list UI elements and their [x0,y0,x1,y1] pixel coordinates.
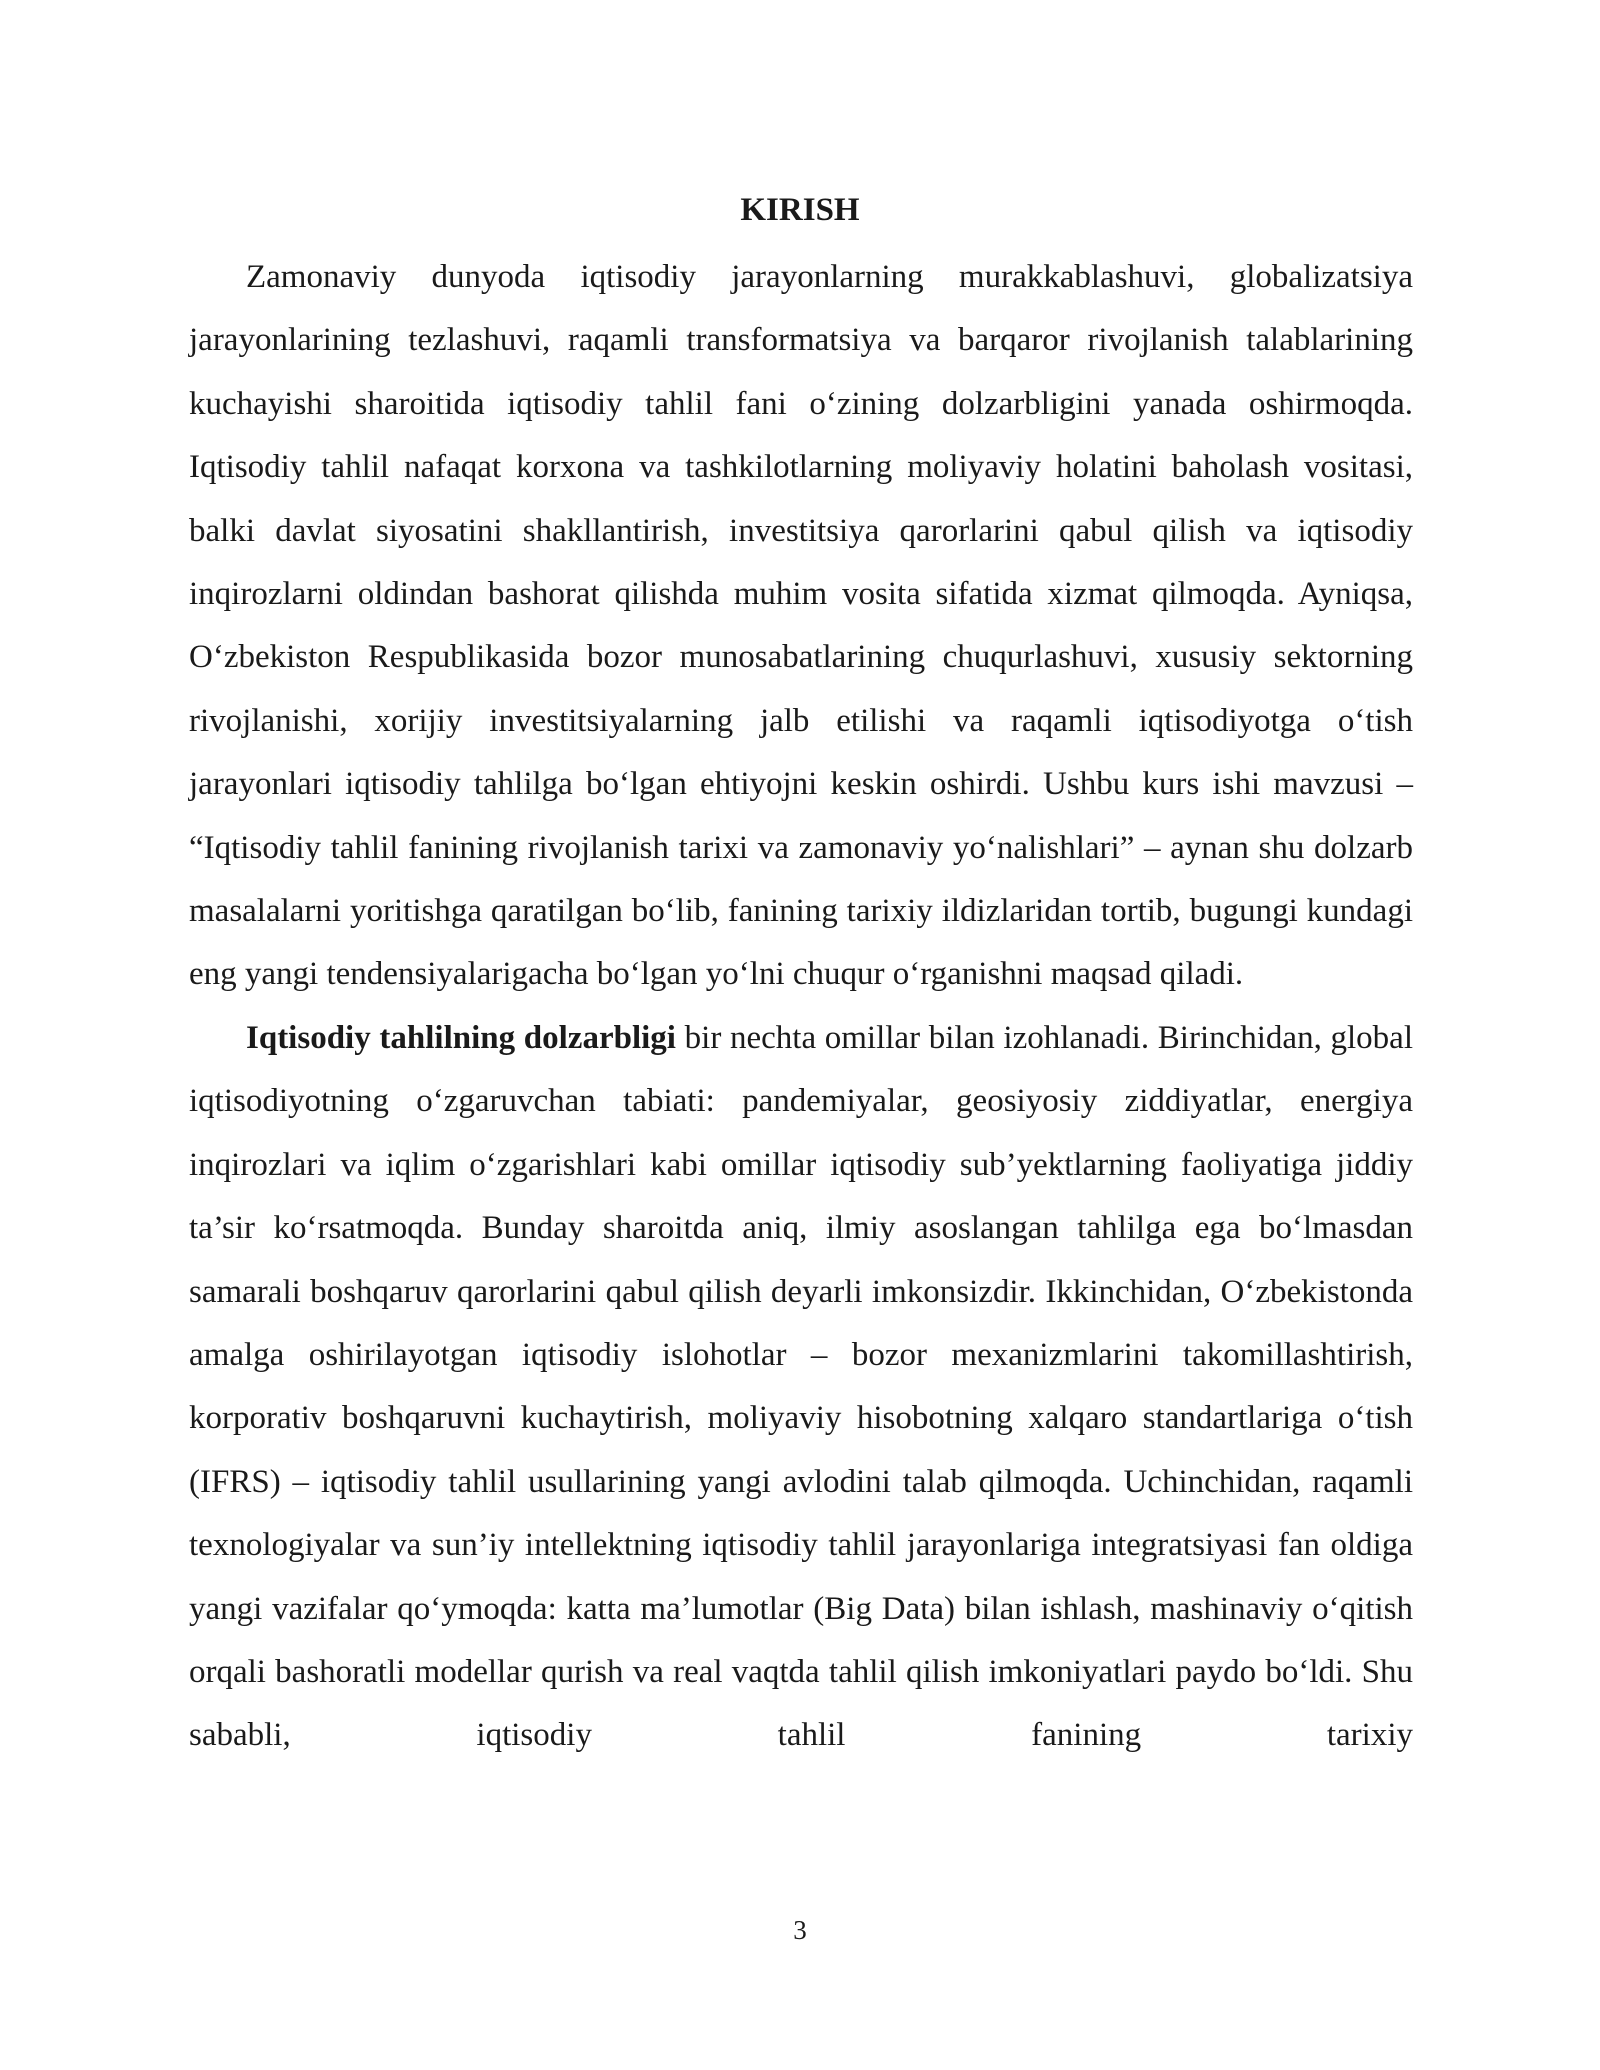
paragraph-relevance-text: bir nechta omillar bilan izohlanadi. Birinchidan, global iqtisodiyotning o‘zgaruvchan tabiati: pandemiyalar, geosiyosiy ziddiyatlar, energiya inqirozlari va iqlim o‘zgarishlari kabi omillar iqtisodiy sub’yektlarning faoliyatiga jiddiy ta’sir ko‘rsatmoqda. Bunday sharoitda aniq, ilmiy asoslangan tahlilga ega bo‘lmasdan samarali boshqaruv qarorlarini qabul qilish deyarli imkonsizdir. Ikkinchidan, O‘zbekistonda amalga oshirilayotgan iqtisodiy islohotlar – bozor mexanizmlarini takomillashtirish, korporativ boshqaruvni kuchaytirish, moliyaviy hisobotning xalqaro standartlariga o‘tish (IFRS) – iqtisodiy tahlil usullarining yangi avlodini talab qilmoqda. Uchinchidan, raqamli texnologiyalar va sun’iy intellektning iqtisodiy tahlil jarayonlariga integratsiyasi fan oldiga yangi vazifalar qo‘ymoqda: katta ma’lumotlar (Big Data) bilan ishlash, mashinaviy o‘qitish orqali bashoratli modellar qurish va real vaqtda tahlil qilish imkoniyatlari paydo bo‘ldi. Shu sababli, iqtisodiy tahlil fanining tarixiy [189,1019,1413,1754]
paragraph-relevance [189,1007,1413,1768]
paragraph-lead-bold: Iqtisodiy tahlilning dolzarbligi [246,1019,676,1056]
body-text [189,246,1413,1768]
paragraph-intro: Zamonaviy dunyoda iqtisodiy jarayonlarning murakkablashuvi, globalizatsiya jarayonlarining tezlashuvi, raqamli transformatsiya va barqaror rivojlanish talablarining kuchayishi sharoitida iqtisodiy tahlil fani o‘zining dolzarbligini yanada oshirmoqda. Iqtisodiy tahlil nafaqat korxona va tashkilotlarning moliyaviy holatini baholash vositasi, balki davlat siyosatini shakllantirish, investitsiya qarorlarini qabul qilish va iqtisodiy inqirozlarni oldindan bashorat qilishda muhim vosita sifatida xizmat qilmoqda. Ayniqsa, O‘zbekiston Respublikasida bozor munosabatlarining chuqurlashuvi, xususiy sektorning rivojlanishi, xorijiy investitsiyalarning jalb etilishi va raqamli iqtisodiyotga o‘tish jarayonlari iqtisodiy tahlilga bo‘lgan ehtiyojni keskin oshirdi. Ushbu kurs ishi mavzusi – “Iqtisodiy tahlil fanining rivojlanish tarixi va zamonaviy yo‘nalishlari” – aynan shu dolzarb masalalarni yoritishga qaratilgan bo‘lib, fanining tarixiy ildizlaridan tortib, bugungi kundagi eng yangi tendensiyalarigacha bo‘lgan yo‘lni chuqur o‘rganishni maqsad qiladi. [189,259,1413,993]
page-title: KIRISH [740,192,860,228]
page-number: 3 [793,1915,807,1945]
